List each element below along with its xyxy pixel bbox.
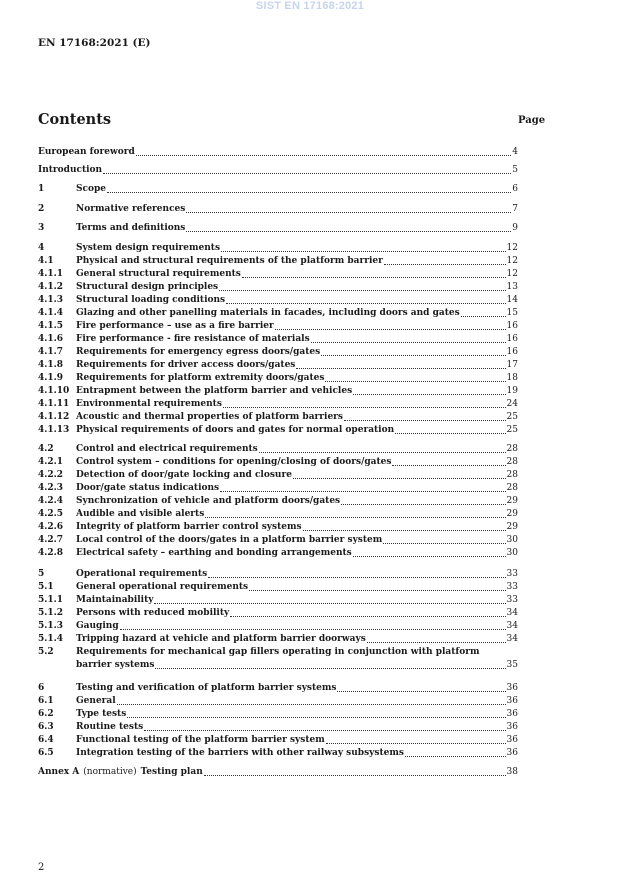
dot-leader [186,230,511,232]
toc-entry-title: Local control of the doors/gates in a platform barrier system [76,535,383,545]
toc-entry[interactable] [38,695,518,708]
toc-entry-title: Integration testing of the barriers with other railway subsystems [76,748,404,758]
toc-entry-title: General [76,696,116,706]
toc-entry-number: 6.5 [38,748,54,758]
toc-entry-page: 34 [506,608,518,618]
dot-leader [293,477,506,479]
toc-entry-number: 4.1.6 [38,334,64,344]
toc-entry-number: 5.1.3 [38,621,64,631]
toc-entry-page: 16 [506,347,518,357]
toc-entry-number: 2 [38,204,45,214]
toc-entry[interactable] [38,734,518,747]
toc-entry[interactable] [38,594,518,607]
toc-entry[interactable] [38,607,518,620]
toc-entry[interactable] [38,646,518,659]
toc-entry[interactable] [38,620,518,633]
toc-entry-title: Acoustic and thermal properties of platform barriers [76,412,343,422]
toc-entry-page: 36 [506,696,518,706]
toc-entry-number: 4.2.7 [38,535,64,545]
toc-entry[interactable] [38,255,518,268]
toc-entry[interactable] [38,708,518,721]
toc-entry-page: 36 [506,683,518,693]
toc-entry[interactable] [38,281,518,294]
toc-entry-number: Annex A [38,767,80,777]
toc-entry-title: Fire performance - fire resistance of materials [76,334,310,344]
dot-leader [230,615,505,617]
dot-leader [107,191,511,193]
toc-entry-number: 4.1.4 [38,308,64,318]
toc-entry[interactable] [38,495,518,508]
toc-entry-title: Entrapment between the platform barrier and vehicles [76,386,353,396]
toc-entry-page: 33 [506,569,518,579]
toc-entry-number: 4.1.2 [38,282,64,292]
dot-leader [367,641,506,643]
toc-entry-number: 6.3 [38,722,54,732]
toc-entry-title: Terms and definitions [76,223,186,233]
annex-normative-label: (normative) [83,767,137,777]
toc-entry[interactable] [38,534,518,547]
toc-entry[interactable] [38,547,518,560]
toc-entry-title: Type tests [76,709,127,719]
toc-entry-number: 4.1.7 [38,347,64,357]
toc-entry-number: 6.1 [38,696,54,706]
toc-entry-page: 9 [512,223,518,233]
toc-entry[interactable] [38,307,518,320]
toc-entry-number: 5.1.1 [38,595,64,605]
toc-entry[interactable] [38,372,518,385]
toc-entry-title: Environmental requirements [76,399,222,409]
dot-leader [223,406,506,408]
dot-leader [344,419,506,421]
toc-entry-page: 33 [506,582,518,592]
toc-entry-page: 36 [506,709,518,719]
toc-entry-title: Introduction [38,165,103,175]
toc-entry-page: 38 [506,767,518,777]
dot-leader [204,774,506,776]
toc-entry-number: 4.1 [38,256,54,266]
toc-entry-title: System design requirements [76,243,221,253]
page-column-label: Page [518,115,546,126]
toc-entry[interactable] [38,346,518,359]
dot-leader [405,755,506,757]
dot-leader [144,729,505,731]
toc-entry[interactable] [38,721,518,734]
toc-entry-title: Fire performance – use as a fire barrier [76,321,274,331]
toc-entry-page: 36 [506,722,518,732]
toc-entry-page: 28 [506,483,518,493]
dot-leader [155,667,505,669]
toc-entry[interactable] [38,508,518,521]
dot-leader [220,490,505,492]
toc-entry-page: 29 [506,496,518,506]
dot-leader [275,328,506,330]
toc-entry[interactable] [38,320,518,333]
dot-leader [221,250,506,252]
toc-entry-number: 4.1.8 [38,360,64,370]
dot-leader [311,341,506,343]
toc-entry-page: 5 [512,165,518,175]
toc-entry-number: 6.4 [38,735,54,745]
toc-entry-title: Glazing and other panelling materials in facades, including doors and gates [76,308,460,318]
toc-entry-page: 29 [506,509,518,519]
toc-entry-page: 35 [506,660,518,670]
toc-entry[interactable] [38,294,518,307]
toc-entry-page: 24 [506,399,518,409]
toc-entry[interactable] [38,359,518,372]
toc-entry-number: 4.2 [38,444,54,454]
toc-entry[interactable] [38,268,518,281]
toc-entry-title: Testing and verification of platform barrier systems [76,683,337,693]
toc-entry-number: 6 [38,683,45,693]
dot-leader [249,589,505,591]
toc-entry-page: 30 [506,535,518,545]
toc-entry-title: Scope [76,184,107,194]
toc-entry[interactable] [38,568,518,581]
toc-entry-page: 14 [506,295,518,305]
toc-entry-number: 4 [38,243,45,253]
toc-entry-title: Door/gate status indications [76,483,220,493]
dot-leader [395,432,505,434]
toc-entry-title-continued: barrier systems [76,660,155,670]
toc-entry-number: 5.1.4 [38,634,64,644]
toc-entry[interactable] [38,203,518,216]
toc-entry[interactable] [38,443,518,456]
dot-leader [120,628,506,630]
toc-entry-title: Tripping hazard at vehicle and platform barrier doorways [76,634,366,644]
toc-entry-page: 34 [506,634,518,644]
dot-leader [186,211,511,213]
toc-entry-title: Routine tests [76,722,144,732]
toc-entry-title: Physical requirements of doors and gates for normal operation [76,425,395,435]
toc-entry[interactable] [38,682,518,695]
toc-entry-page: 7 [512,204,518,214]
toc-entry[interactable] [38,469,518,482]
toc-entry-title: Gauging [76,621,119,631]
toc-entry-page: 28 [506,444,518,454]
toc-entry-title: Normative references [76,204,186,214]
contents-heading: Contents [38,111,112,128]
toc-entry-title: Maintainability [76,595,154,605]
dot-leader [136,154,511,156]
toc-entry-number: 4.1.5 [38,321,64,331]
toc-entry-number: 4.2.5 [38,509,64,519]
toc-entry-number: 4.2.3 [38,483,64,493]
toc-entry-number: 5 [38,569,45,579]
dot-leader [208,576,505,578]
toc-entry-number: 3 [38,223,45,233]
dot-leader [392,464,505,466]
toc-entry[interactable] [38,333,518,346]
toc-entry-page: 15 [506,308,518,318]
toc-entry-page: 12 [506,243,518,253]
document-id: EN 17168:2021 (E) [38,37,151,49]
dot-leader [219,289,505,291]
toc-entry-continuation[interactable] [38,659,518,672]
dot-leader [127,716,505,718]
toc-entry-page: 30 [506,548,518,558]
toc-entry[interactable] [38,521,518,534]
toc-entry-title: Functional testing of the platform barrier system [76,735,325,745]
toc-entry[interactable] [38,146,518,159]
toc-entry-title: Structural loading conditions [76,295,226,305]
toc-entry-number: 5.2 [38,647,54,657]
toc-entry-number: 4.1.9 [38,373,64,383]
page-number: 2 [38,862,45,873]
dot-leader [325,380,505,382]
dot-leader [205,516,505,518]
toc-entry-number: 4.2.1 [38,457,64,467]
toc-entry-number: 5.1 [38,582,54,592]
toc-entry[interactable] [38,633,518,646]
toc-entry-number: 6.2 [38,709,54,719]
dot-leader [384,263,506,265]
toc-entry-number: 4.2.2 [38,470,64,480]
toc-entry-page: 18 [506,373,518,383]
toc-entry-title: Operational requirements [76,569,208,579]
toc-entry-page: 16 [506,334,518,344]
toc-entry-page: 12 [506,256,518,266]
toc-entry-title: Testing plan [140,767,203,777]
dot-leader [383,542,505,544]
dot-leader [321,354,505,356]
toc-entry-page: 25 [506,412,518,422]
toc-entry-page: 17 [506,360,518,370]
toc-entry-title: Control system – conditions for opening/closing of doors/gates [76,457,392,467]
toc-entry-title: Integrity of platform barrier control systems [76,522,302,532]
toc-entry[interactable] [38,398,518,411]
toc-entry-number: 4.2.4 [38,496,64,506]
toc-entry-number: 1 [38,184,45,194]
toc-entry-title: Requirements for emergency egress doors/gates [76,347,321,357]
toc-entry[interactable] [38,747,518,760]
toc-entry-number: 5.1.2 [38,608,64,618]
toc-entry-page: 33 [506,595,518,605]
toc-entry[interactable] [38,164,518,177]
toc-entry[interactable] [38,482,518,495]
toc-entry-page: 19 [506,386,518,396]
dot-leader [117,703,506,705]
toc-entry-page: 12 [506,269,518,279]
dot-leader [326,742,506,744]
toc-entry-page: 16 [506,321,518,331]
dot-leader [154,602,505,604]
toc-entry-title: Control and electrical requirements [76,444,258,454]
toc-entry-title: General operational requirements [76,582,249,592]
toc-entry-number: 4.1.11 [38,399,70,409]
toc-entry-title: Synchronization of vehicle and platform doors/gates [76,496,341,506]
dot-leader [103,172,511,174]
toc-entry-title: Audible and visible alerts [76,509,205,519]
toc-entry[interactable] [38,766,518,779]
toc-entry-page: 28 [506,457,518,467]
toc-entry-page: 29 [506,522,518,532]
toc-entry[interactable] [38,222,518,235]
toc-entry[interactable] [38,411,518,424]
dot-leader [226,302,505,304]
toc-entry-page: 34 [506,621,518,631]
dot-leader [259,451,506,453]
toc-entry-page: 4 [512,147,518,157]
toc-entry-page: 13 [506,282,518,292]
toc-entry-number: 4.1.12 [38,412,70,422]
toc-entry-number: 4.1.13 [38,425,70,435]
dot-leader [337,690,505,692]
toc-entry[interactable] [38,456,518,469]
dot-leader [353,393,505,395]
dot-leader [296,367,505,369]
toc-entry[interactable] [38,385,518,398]
toc-entry-title: Electrical safety – earthing and bonding arrangements [76,548,352,558]
toc-entry-page: 25 [506,425,518,435]
dot-leader [303,529,506,531]
toc-entry[interactable] [38,242,518,255]
toc-entry-number: 4.1.10 [38,386,70,396]
toc-entry-title: Requirements for mechanical gap fillers operating in conjunction with platform [76,647,480,657]
toc-entry-title: European foreword [38,147,135,157]
dot-leader [353,555,506,557]
dot-leader [242,276,506,278]
toc-entry-title: Persons with reduced mobility [76,608,230,618]
toc-entry-number: 4.1.1 [38,269,64,279]
toc-entry-title: Structural design principles [76,282,219,292]
toc-entry[interactable] [38,581,518,594]
toc-entry-title: Requirements for driver access doors/gates [76,360,296,370]
toc-entry-title: Detection of door/gate locking and closure [76,470,292,480]
toc-entry-title: Physical and structural requirements of the platform barrier [76,256,383,266]
toc-entry-title: General structural requirements [76,269,241,279]
toc-entry-title: Requirements for platform extremity doors/gates [76,373,325,383]
toc-entry-number: 4.2.8 [38,548,64,558]
toc-entry[interactable] [38,424,518,437]
toc-entry-page: 6 [512,184,518,194]
watermark: SIST EN 17168:2021 [255,0,365,12]
toc-entry-number: 4.2.6 [38,522,64,532]
dot-leader [461,315,506,317]
toc-entry-page: 36 [506,735,518,745]
toc-entry-number: 4.1.3 [38,295,64,305]
toc-entry-page: 28 [506,470,518,480]
toc-entry-page: 36 [506,748,518,758]
toc-entry[interactable] [38,183,518,196]
dot-leader [341,503,505,505]
